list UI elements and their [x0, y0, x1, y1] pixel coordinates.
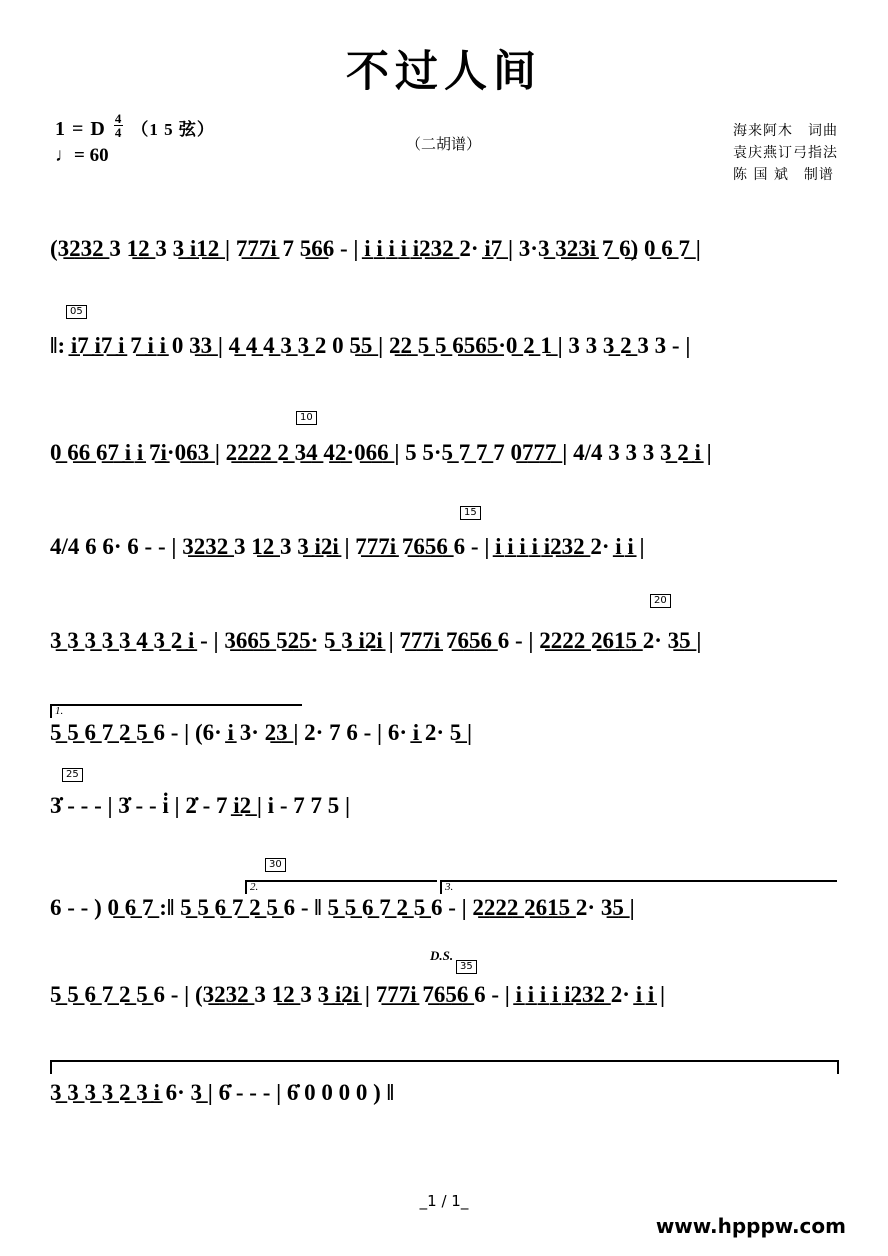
- score-line-3-notes: 0̲ 6̲6̲ 6̲7̲ i̲ i̲ 7̲i̲·0̲6̲3̲ | 2̲2̲2̲2̲ 2̲ 3̲4̲ 4̲2̲·0̲6̲6̲ | 5 5·5̲ 7̲ 7̲ 7 0̲7̲7̲7̲ | 4/4 3 3 3 3̲ 2̲ i̲ |: [50, 440, 712, 465]
- credit-arranger: 袁庆燕订弓指法: [733, 145, 838, 161]
- score-line-6: [50, 720, 840, 778]
- score-line-3: [50, 440, 840, 498]
- ending-bracket-3: [440, 880, 837, 894]
- ending-label-2: 2.: [250, 881, 259, 893]
- measure-number-20: 20: [650, 594, 671, 608]
- ds-marking: D.S.: [430, 948, 454, 963]
- score-line-9-notes: 5̲ 5̲ 6̲ 7̲ 2̲ 5̲ 6 - | (3̲2̲3̲2̲ 3 1̲2̲ 3 3̲ i̲2̲i̲ | 7̲7̲7̲i̲ 7̲6̲5̲6̲ 6 - | i̲ i̲ i̲ i̲ i̲2̲3̲2̲ 2· i̲ i̲ |: [50, 982, 666, 1007]
- measure-number-30: 30: [265, 858, 286, 872]
- score-line-1-notes: (3̲2̲3̲2̲ 3 1̲2̲ 3 3̲ i̲1̲2̲ | 7̲7̲7̲i̲ 7 5̲6̲6 - | i̲ i̲ i̲ i̲ i̲2̲3̲2̲ 2· i̲7̲ | 3·3̲ 3̲2̲3̲i̲ 7̲ 6̲) 0̲ 6̲ 7̲ |: [50, 236, 701, 261]
- measure-number-10: 10: [296, 411, 317, 425]
- score-line-1: [50, 236, 840, 294]
- key-signature: 1 = D: [55, 118, 106, 140]
- credits-block: [733, 120, 838, 186]
- key-line: [55, 112, 215, 141]
- score-line-6-notes: 5̲ 5̲ 6̲ 7̲ 2̲ 5̲ 6 - | (6· i̲ 3· 2̲3̲ | 2· 7 6 - | 6· i̲ 2· 5̲ |: [50, 720, 473, 745]
- score-line-7-notes: 3̇ - - - | 3̇ - - i̇ | 2̇ - 7 i̲2̲ | i - 7 7 5 |: [50, 793, 351, 818]
- score-line-4-notes: 4/4 6 6· 6 - - | 3̲2̲3̲2̲ 3 1̲2̲ 3 3̲ i̲2̲i̲ | 7̲7̲7̲i̲ 7̲6̲5̲6̲ 6 - | i̲ i̲ i̲ i̲ i̲2̲3̲2̲ 2· i̲ i̲ |: [50, 534, 645, 559]
- score-line-8-notes: 6 - - ) 0̲ 6̲ 7̲ :‖ 5̲ 5̲ 6̲ 7̲ 2̲ 5̲ 6 - ‖ 5̲ 5̲ 6̲ 7̲ 2̲ 5̲ 6 - | 2̲2̲2̲2̲ 2̲6̲1̲5̲ 2· 3̲5̲ |: [50, 895, 635, 920]
- tempo-marking: ♩= 60: [55, 145, 109, 166]
- time-signature-numerator: 4: [114, 111, 123, 126]
- subtitle: （二胡谱）: [406, 135, 482, 153]
- measure-number-15: 15: [460, 506, 481, 520]
- score-line-7: [50, 793, 840, 851]
- score-line-10: [50, 1080, 840, 1138]
- string-tuning-note: （1 5 弦）: [131, 120, 215, 139]
- page-indicator: _1 / 1_: [419, 1192, 469, 1210]
- score-line-10-notes: 3̲ 3̲ 3̲ 3̲ 2̲ 3̲ i̲ 6· 3̲ | 6̇ - - - | 6̇ 0 0 0 0 ) ‖: [50, 1080, 395, 1105]
- score-line-5: [50, 628, 840, 686]
- score-line-5-notes: 3̲ 3̲ 3̲ 3̲ 3̲ 4̲ 3̲ 2̲ i̲ - | 3̲6̲6̲5̲ 5̲2̲5̲· 5̲ 3̲ i̲2̲i̲ | 7̲7̲7̲i̲ 7̲6̲5̲6̲ 6 - | 2̲2̲2̲2̲ 2̲6̲1̲5̲ 2· 3̲5̲ |: [50, 628, 702, 653]
- final-bracket: [50, 1060, 839, 1074]
- credit-engraver: 陈 国 斌 制谱: [733, 167, 834, 183]
- watermark-url: www.hpppw.com: [655, 1214, 846, 1238]
- measure-number-05: 05: [66, 305, 87, 319]
- time-signature-denominator: 4: [114, 125, 123, 140]
- ending-bracket-2: [245, 880, 437, 894]
- score-line-4: [50, 534, 840, 592]
- credit-composer: 海来阿木 词曲: [733, 123, 838, 139]
- ending-label-1: 1.: [55, 705, 64, 717]
- measure-number-25: 25: [62, 768, 83, 782]
- score-line-2: [50, 333, 840, 391]
- score-line-2-notes: ‖: i̲7̲ i̲7̲ i̲ 7̲ i̲ i̲ 0 3̲3̲ | 4̲ 4̲ 4̲ 3̲ 3̲ 2 0 5̲5̲ | 2̲2̲ 5̲ 5̲ 6̲5̲6̲5̲·0̲ 2̲ 1̲ | 3 3 3̲ 2̲ 3 3 - |: [50, 333, 691, 358]
- measure-number-35: 35: [456, 960, 477, 974]
- score-line-9: [50, 982, 840, 1040]
- ending-bracket-1: [50, 704, 302, 718]
- time-signature: [114, 112, 124, 139]
- ending-label-3: 3.: [445, 881, 454, 893]
- page-title: 不过人间: [346, 47, 542, 97]
- key-signature-block: [55, 112, 215, 167]
- score-line-8: [50, 895, 840, 953]
